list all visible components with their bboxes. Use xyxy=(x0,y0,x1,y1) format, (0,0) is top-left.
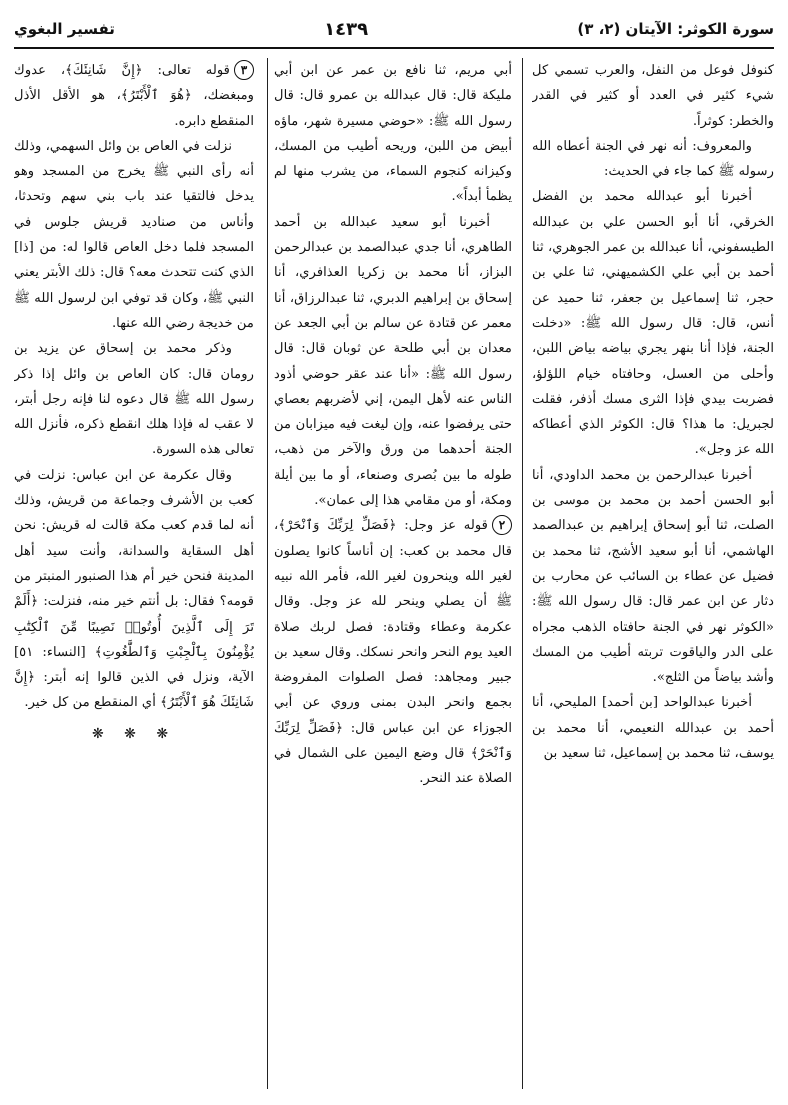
page-number: ١٤٣٩ xyxy=(324,18,369,40)
text-column-right xyxy=(532,58,774,1089)
text-column-middle xyxy=(274,58,512,1089)
column-divider-left xyxy=(267,58,268,1089)
book-title: تفسير البغوي xyxy=(14,20,115,38)
paragraph: والمعروف: أنه نهر في الجنة أعطاه الله رسوله ﷺ كما جاء في الحديث: xyxy=(532,138,774,180)
paragraph: نزلت في العاص بن وائل السهمي، وذلك أنه رأى النبي ﷺ يخرج من المسجد وهو يدخل فالتقيا عند باب بني سهم وتحدثا، وأناس من صناديد قريش جلوس في المسجد فلما دخل العاص قالوا له: من [ذا] الذي كنت تتحدث معه؟ قال: ذلك الأبتر يعني النبي ﷺ، وكان قد توفي ابن لرسول الله ﷺ من خديجة رضي الله عنها. xyxy=(14,138,254,331)
page-header xyxy=(14,14,774,44)
verse-commentary xyxy=(14,58,254,134)
paragraph: كنوفل فوعل من النفل، والعرب تسمي كل شيء كثير في العدد أو كثير في القدر والخطر: كوثراً. xyxy=(532,63,774,129)
surah-heading: سورة الكوثر: الآيتان (٢، ٣) xyxy=(577,20,774,38)
column-divider-right xyxy=(522,58,523,1089)
paragraph: أخبرنا عبدالواحد [بن أحمد] المليحي، أنا أحمد بن عبدالله النعيمي، أنا محمد بن يوسف، ثنا محمد بن إسماعيل، ثنا سعيد بن xyxy=(532,695,774,762)
paragraph: أخبرنا أبو سعيد عبدالله بن أحمد الطاهري، أنا جدي عبدالصمد بن عبدالرحمن البزاز، أنا محمد بن زكريا العذافري، أنا إسحاق بن إبراهيم الدبري، ثنا عبدالرزاق، أنا معمر عن قتادة عن سالم بن أبي الجعد عن معدان بن أبي طلحة عن ثوبان قال: قال رسول الله ﷺ: «أنا عند عقر حوضي أذود الناس عنه لأهل اليمن، إني لأضربهم بعصاي حتى يرفضوا عنه، وإن ليغت فيه ميزابان من الجنة أحدهما من ورق والآخر من ذهب، طوله ما بين بُصرى وصنعاء، أو ما بين أيلة ومكة، أو من مقامي هذا إلى عمان». xyxy=(274,214,512,509)
verse-number-marker: ٢ xyxy=(492,515,512,535)
header-divider xyxy=(14,47,774,49)
paragraph-text: قوله تعالى: ﴿إِنَّ شَانِئَكَ﴾، عدوك ومبغضك، ﴿هُوَ ٱلْأَبْتَرُ﴾، هو الأقل الأذل المنقطع دابره. xyxy=(14,63,254,129)
paragraph: وقال عكرمة عن ابن عباس: نزلت في كعب بن الأشرف وجماعة من قريش، وذلك أنه لما قدم كعب مكة قالت له قريش: نحن أهل السقاية والسدانة، وأنت سيد أهل المدينة فنحن خير أم هذا الصنبور المنبتر من قومه؟ فقال: بل أنتم خير منه، فنزلت: ﴿أَلَمْ تَرَ إِلَى ٱلَّذِينَ أُوتُوا۟ نَصِيبًا مِّنَ ٱلْكِتَٰبِ يُؤْمِنُونَ بِٱلْجِبْتِ وَٱلطَّٰغُوتِ﴾ [النساء: ٥١] الآية، ونزل في الذين قالوا إنه أبتر: ﴿إِنَّ شَانِئَكَ هُوَ ٱلْأَبْتَرُ﴾ أي المنقطع من كل خير. xyxy=(14,467,254,711)
verse-number-marker: ٣ xyxy=(234,60,254,80)
paragraph: أبي مريم، ثنا نافع بن عمر عن ابن أبي مليكة قال: قال عبدالله بن عمرو قال: قال رسول الله ﷺ: «حوضي مسيرة شهر، ماؤه أبيض من اللبن، وريحه أطيب من المسك، وكيزانه كنجوم السماء، من يشرب منها لم يظمأ أبداً». xyxy=(274,63,512,205)
paragraph: أخبرنا أبو عبدالله محمد بن الفضل الخرقي، أنا أبو الحسن علي بن عبدالله الطيسفوني، أنا عبدالله بن عمر الجوهري، ثنا أحمد بن أبي علي الكشميهني، ثنا علي بن حجر، ثنا إسماعيل بن جعفر، ثنا حميد عن أنس، قال: قال رسول الله ﷺ: «دخلت الجنة، فإذا أنا بنهر يجري بياضه بياض اللبن، وأحلى من العسل، وحافتاه خيام اللؤلؤ، فضربت بيدي فإذا الثرى مسك أذفر، فقلت لجبريل: ما هذا؟ قال: الكوثر الذي أعطاكه الله عز وجل». xyxy=(532,189,774,458)
end-of-surah-marker: ❋ ❋ ❋ xyxy=(91,725,177,742)
verse-commentary xyxy=(274,513,512,791)
paragraph: وذكر محمد بن إسحاق عن يزيد بن رومان قال: كان العاص بن وائل إذا ذكر رسول الله ﷺ قال دعوه لنا فإنه رجل أبتر، لا عقب له فإذا هلك انقطع ذكره، فأنزل الله تعالى هذه السورة. xyxy=(14,341,254,458)
paragraph: أخبرنا عبدالرحمن بن محمد الداودي، أنا أبو الحسن أحمد بن محمد بن موسى بن الصلت، ثنا أبو إسحاق إبراهيم بن عبدالصمد الهاشمي، أنا أبو سعيد الأشج، ثنا محمد بن فضيل عن عطاء بن السائب عن محارب بن دثار عن ابن عمر قال: قال رسول الله ﷺ: «الكوثر نهر في الجنة حافتاه الذهب مجراه على الدر والياقوت تربته أطيب من المسك وأشد بياضاً من الثلج». xyxy=(532,467,774,686)
text-column-left xyxy=(14,58,254,1089)
paragraph-text: قوله عز وجل: ﴿فَصَلِّ لِرَبِّكَ وَٱنْحَرْ﴾، قال محمد بن كعب: إن أناساً كانوا يصلون لغير الله وينحرون لغير الله، فأمر الله نبيه ﷺ أن يصلي وينحر لله عز وجل. وقال عكرمة وعطاء وقتادة: فصل لربك صلاة العيد يوم النحر وانحر نسكك. وقال سعيد بن جبير ومجاهد: فصل الصلوات المفروضة بجمع وانحر البدن بمنى وروي عن أبي الجوزاء عن ابن عباس قال: ﴿فَصَلِّ لِرَبِّكَ وَٱنْحَرْ﴾ قال وضع اليمين على الشمال في الصلاة عند النحر. xyxy=(274,518,512,787)
